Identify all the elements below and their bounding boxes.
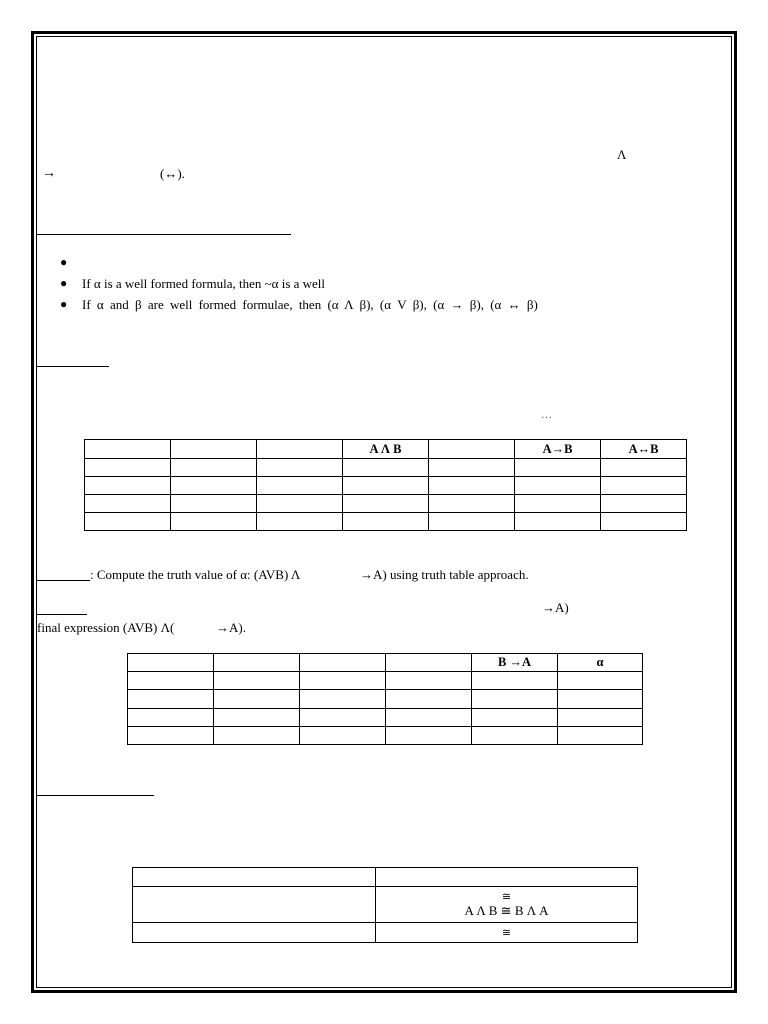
table-cell <box>515 513 601 531</box>
table-cell <box>133 923 376 943</box>
section-heading-underline <box>37 234 291 235</box>
table-cell <box>472 690 558 709</box>
table-cell <box>257 477 343 495</box>
table-cell <box>429 495 515 513</box>
truth-table-example <box>127 653 643 745</box>
arrow-symbol: → <box>42 166 56 181</box>
wff-rule-item: If α and β are well formed formulae, then (α Λ β), (α V β), (α → β), (α ↔ β) <box>82 297 538 312</box>
table-cell <box>601 495 687 513</box>
table-cell <box>376 923 638 943</box>
congruence-symbol: ≅ <box>501 890 512 903</box>
table-cell <box>214 672 300 690</box>
ellipsis-text: … <box>541 409 552 421</box>
example-prompt-tail: →A) using truth table approach. <box>360 567 529 582</box>
table-cell <box>85 477 171 495</box>
table-cell <box>558 709 643 727</box>
table-header-cell: α <box>558 654 643 672</box>
table-cell <box>429 477 515 495</box>
table-cell <box>128 727 214 745</box>
table-header-row <box>128 654 643 672</box>
table-header-cell <box>386 654 472 672</box>
table-header-cell: A↔B <box>601 440 687 459</box>
table-row <box>128 690 643 709</box>
table-cell <box>472 672 558 690</box>
table-cell <box>300 690 386 709</box>
table-cell <box>429 513 515 531</box>
table-cell <box>343 513 429 531</box>
table-cell <box>257 459 343 477</box>
congruence-symbol: ≅ <box>501 926 512 939</box>
commutative-law-text: A Λ B ≅ B Λ A <box>464 902 549 918</box>
table-header-cell <box>214 654 300 672</box>
table-cell <box>128 709 214 727</box>
table-cell <box>386 709 472 727</box>
table-cell <box>386 727 472 745</box>
table-cell <box>601 513 687 531</box>
table-row <box>128 672 643 690</box>
table-cell <box>300 709 386 727</box>
table-row <box>128 709 643 727</box>
example-label-underline <box>37 580 90 581</box>
bullet-icon: ● <box>60 276 68 290</box>
table-header-cell <box>376 868 638 887</box>
solution-label-underline <box>37 614 87 615</box>
table-cell <box>214 727 300 745</box>
table-cell <box>300 727 386 745</box>
wff-rule-item: If α is a well formed formula, then ~α is a well <box>82 276 326 291</box>
table-cell <box>128 690 214 709</box>
example-prompt: : Compute the truth value of α: (AVB) Λ <box>90 567 301 582</box>
table-row <box>85 513 687 531</box>
table-cell <box>133 887 376 923</box>
and-symbol: Λ <box>617 147 627 162</box>
equivalence-table <box>132 867 638 943</box>
table-cell <box>257 495 343 513</box>
table-cell <box>128 672 214 690</box>
table-cell <box>558 690 643 709</box>
table-cell <box>343 495 429 513</box>
table-cell <box>515 495 601 513</box>
table-cell <box>85 513 171 531</box>
table-cell <box>386 672 472 690</box>
final-expression-suffix: →A). <box>216 620 246 635</box>
table-header-row <box>85 440 687 459</box>
table-header-cell <box>128 654 214 672</box>
table-cell <box>343 459 429 477</box>
bullet-icon: ● <box>60 255 68 269</box>
table-cell <box>171 459 257 477</box>
table-cell <box>429 459 515 477</box>
table-row <box>85 459 687 477</box>
table-row <box>133 923 638 943</box>
table-header-cell <box>171 440 257 459</box>
final-expression-prefix: final expression (AVB) Λ( <box>37 620 175 635</box>
table-header-cell: A Λ B <box>343 440 429 459</box>
table-header-cell <box>85 440 171 459</box>
table-cell <box>386 690 472 709</box>
table-header-row <box>133 868 638 887</box>
table-cell <box>343 477 429 495</box>
subheading-underline <box>37 366 109 367</box>
biconditional-text: (↔). <box>160 166 185 181</box>
table-header-cell <box>257 440 343 459</box>
table-cell <box>214 709 300 727</box>
table-cell <box>214 690 300 709</box>
table-cell <box>300 672 386 690</box>
table-row <box>85 495 687 513</box>
table-row <box>128 727 643 745</box>
laws-heading-underline <box>37 795 154 796</box>
table-cell <box>257 513 343 531</box>
truth-table-connectives <box>84 439 687 531</box>
table-cell <box>472 727 558 745</box>
table-cell <box>472 709 558 727</box>
table-header-cell <box>429 440 515 459</box>
table-row <box>85 477 687 495</box>
table-cell <box>558 672 643 690</box>
table-cell <box>515 477 601 495</box>
table-header-cell: B →A <box>472 654 558 672</box>
table-cell <box>85 495 171 513</box>
table-cell <box>171 495 257 513</box>
table-header-cell <box>300 654 386 672</box>
bullet-icon: ● <box>60 297 68 311</box>
table-header-cell: A→B <box>515 440 601 459</box>
table-cell <box>515 459 601 477</box>
table-cell <box>376 887 638 923</box>
table-cell <box>601 459 687 477</box>
table-header-cell <box>133 868 376 887</box>
table-cell <box>558 727 643 745</box>
table-cell <box>85 459 171 477</box>
table-cell <box>601 477 687 495</box>
table-cell <box>171 513 257 531</box>
table-row <box>133 887 638 923</box>
table-cell <box>171 477 257 495</box>
solution-tail: →A) <box>542 600 569 615</box>
